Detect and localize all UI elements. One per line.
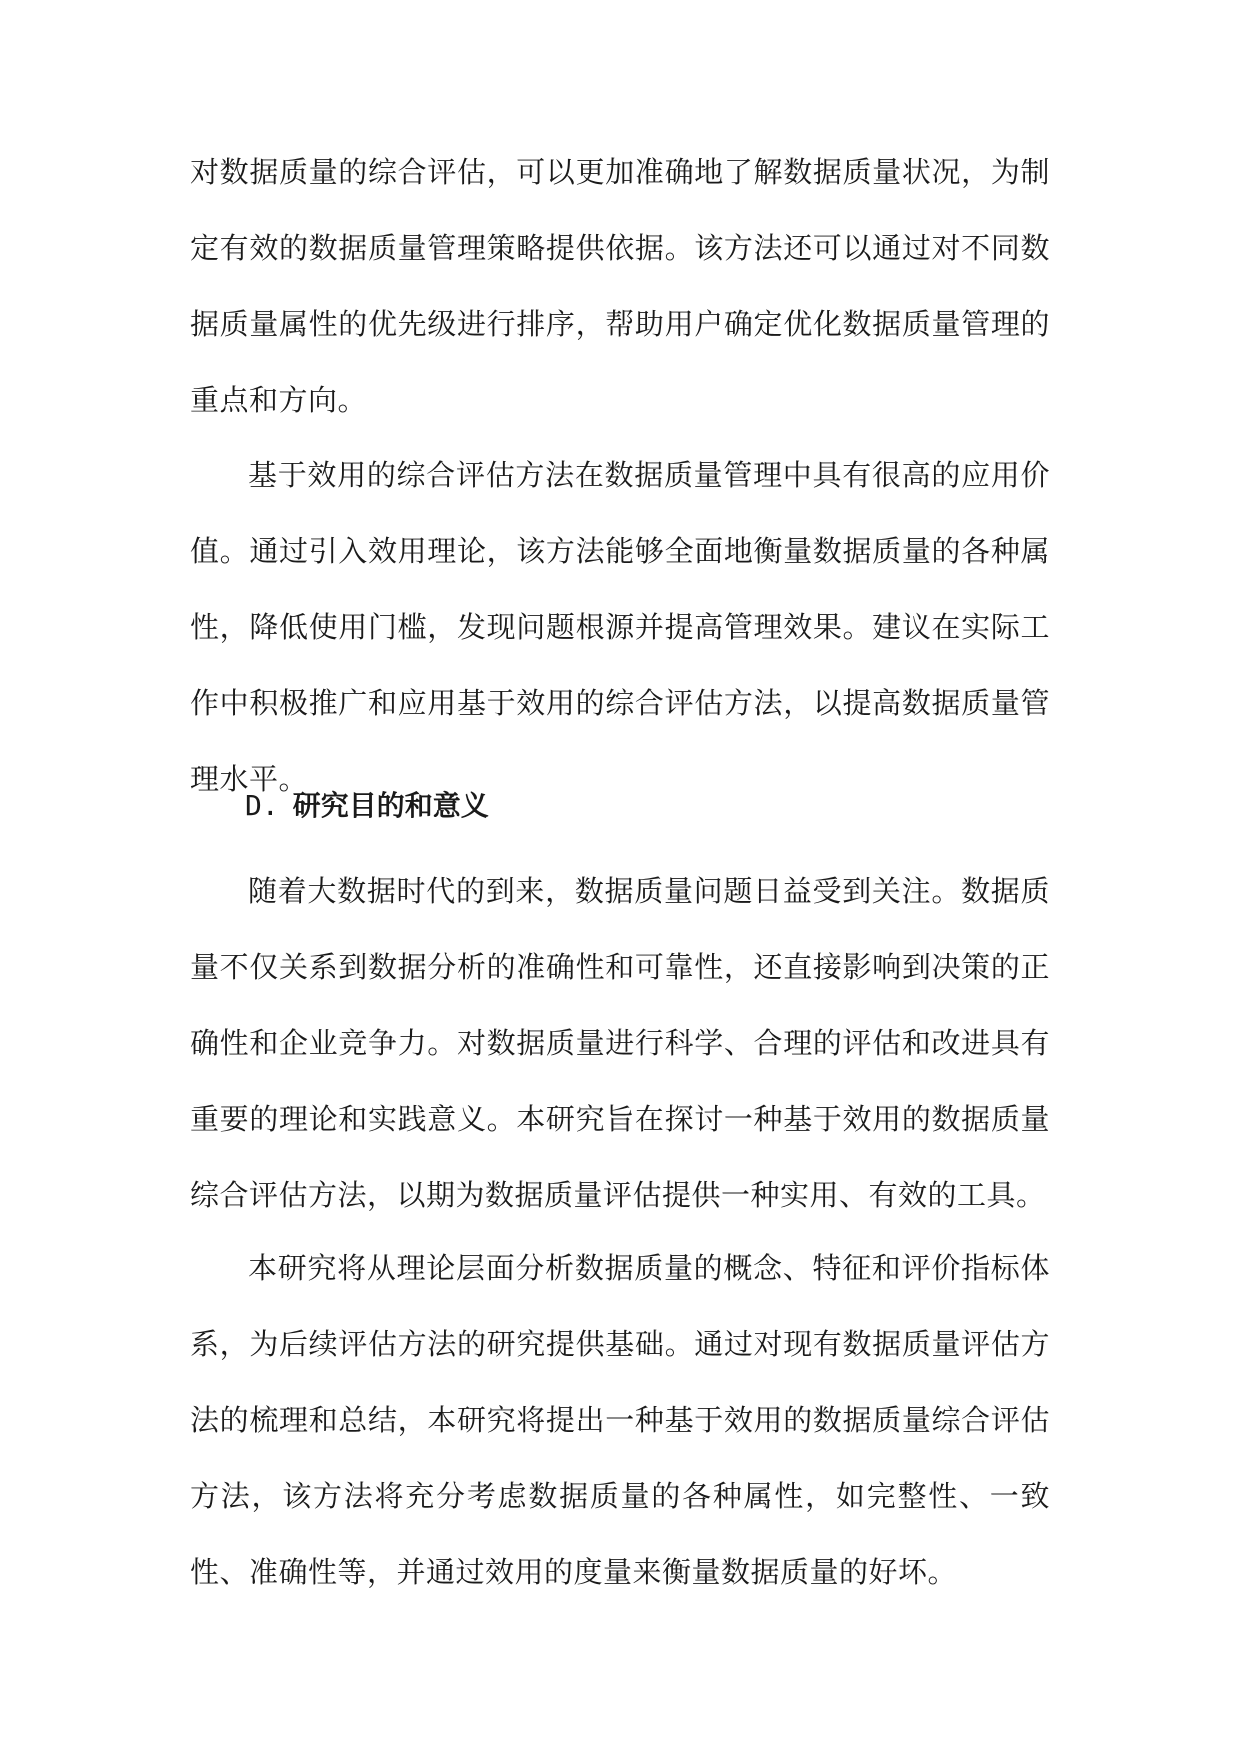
section-number: D.: [245, 789, 279, 822]
paragraph-2: 基于效用的综合评估方法在数据质量管理中具有很高的应用价值。通过引入效用理论，该方法能够全面地衡量数据质量的各种属性，降低使用门槛，发现问题根源并提高管理效果。建议在实际工作中积极推广和应用基于效用的综合评估方法，以提高数据质量管理水平。: [190, 458, 1050, 796]
paragraph-3: 随着大数据时代的到来，数据质量问题日益受到关注。数据质量不仅关系到数据分析的准确性和可靠性，还直接影响到决策的正确性和企业竞争力。对数据质量进行科学、合理的评估和改进具有重要的理论和实践意义。本研究旨在探讨一种基于效用的数据质量综合评估方法，以期为数据质量评估提供一种实用、有效的工具。: [190, 874, 1050, 1212]
paragraph-1: 对数据质量的综合评估，可以更加准确地了解数据质量状况，为制定有效的数据质量管理策略提供依据。该方法还可以通过对不同数据质量属性的优先级进行排序，帮助用户确定优化数据质量管理的重点和方向。: [190, 155, 1050, 417]
section-heading: [245, 776, 489, 836]
section-title: 研究目的和意义: [292, 789, 489, 822]
paragraph-4: 本研究将从理论层面分析数据质量的概念、特征和评价指标体系，为后续评估方法的研究提供基础。通过对现有数据质量评估方法的梳理和总结，本研究将提出一种基于效用的数据质量综合评估方法，该方法将充分考虑数据质量的各种属性，如完整性、一致性、准确性等，并通过效用的度量来衡量数据质量的好坏。: [190, 1251, 1050, 1589]
